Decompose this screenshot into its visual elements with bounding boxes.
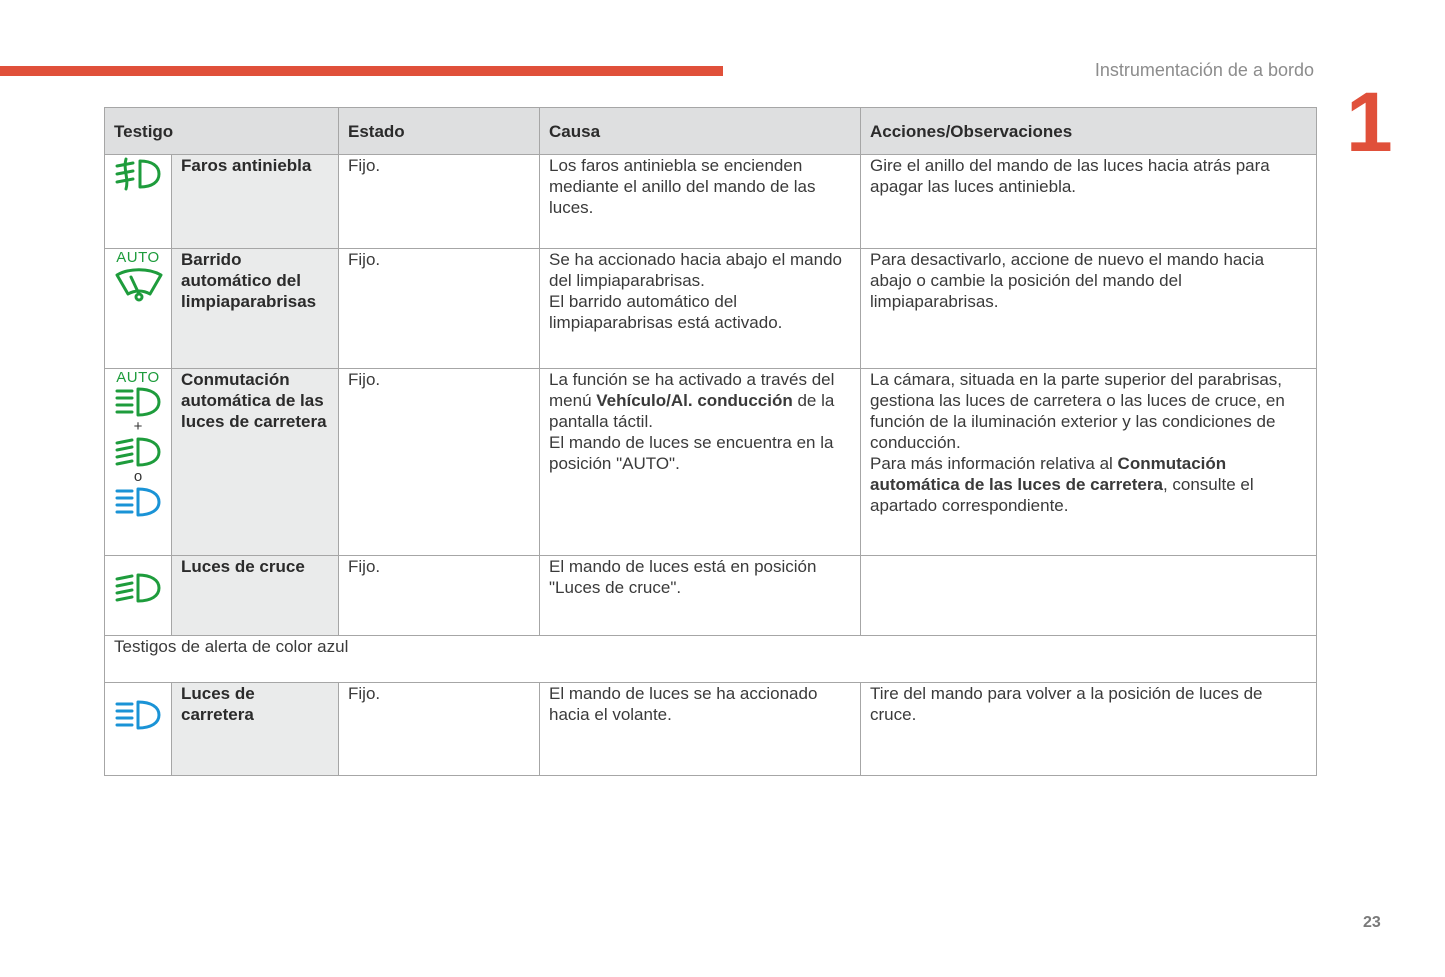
table-row (105, 155, 1317, 249)
causa-text: de la pantalla táctil. (549, 391, 835, 431)
causa-cell: El mando de luces está en posición "Luces de cruce". (540, 556, 861, 636)
acciones-cell: Gire el anillo del mando de las luces hacia atrás para apagar las luces antiniebla. (861, 155, 1317, 249)
high-beam-icon (114, 486, 164, 518)
icon-cell (105, 369, 172, 556)
estado-cell: Fijo. (339, 155, 540, 249)
low-beam-icon (114, 436, 164, 468)
warning-lights-table (104, 107, 1317, 776)
acciones-text: , consulte el apartado correspondiente. (870, 475, 1254, 515)
light-name: Barrido automático del limpiaparabrisas (172, 249, 339, 369)
acciones-line: La cámara, situada en la parte superior del parabrisas, gestiona las luces de carretera o las luces de cruce, en función de la iluminación exterior y las condiciones de conducción. (870, 370, 1285, 452)
table-row (105, 249, 1317, 369)
icon-cell (105, 556, 172, 636)
estado-cell: Fijo. (339, 369, 540, 556)
high-beam-icon (114, 386, 164, 418)
causa-cell: Los faros antiniebla se encienden mediante el anillo del mando de las luces. (540, 155, 861, 249)
causa-line: El barrido automático del limpiaparabrisas está activado. (549, 292, 783, 332)
acciones-cell: Para desactivarlo, accione de nuevo el mando hacia abajo o cambie la posición del mando del limpiaparabrisas. (861, 249, 1317, 369)
cross-reference: Conmutación automática de las luces de carretera (870, 454, 1227, 494)
header-testigo: Testigo (105, 108, 339, 155)
estado-cell: Fijo. (339, 683, 540, 776)
acciones-cell (861, 556, 1317, 636)
icon-cell (105, 249, 172, 369)
table-header-row (105, 108, 1317, 155)
light-name: Faros antiniebla (172, 155, 339, 249)
table-row (105, 556, 1317, 636)
light-name: Luces de cruce (172, 556, 339, 636)
chapter-number: 1 (1346, 75, 1393, 169)
causa-line: El mando de luces se encuentra en la posición "AUTO". (549, 433, 834, 473)
fog-light-icon (114, 155, 164, 193)
estado-cell: Fijo. (339, 249, 540, 369)
low-beam-icon (114, 572, 164, 604)
light-name: Luces de carretera (172, 683, 339, 776)
causa-line (549, 369, 851, 432)
causa-cell (540, 249, 861, 369)
acciones-cell (861, 369, 1317, 556)
auto-wiper-icon (114, 266, 164, 304)
causa-line: Se ha accionado hacia abajo el mando del limpiaparabrisas. (549, 250, 842, 290)
section-title: Instrumentación de a bordo (1094, 60, 1314, 80)
causa-cell: El mando de luces se ha accionado hacia el volante. (540, 683, 861, 776)
menu-path: Vehículo/Al. conducción (596, 391, 793, 410)
icon-cell (105, 155, 172, 249)
causa-text: La función se ha activado a través del menú (549, 370, 835, 410)
high-beam-icon (114, 699, 164, 731)
auto-label: AUTO (116, 369, 160, 386)
page-number: 23 (1363, 914, 1381, 931)
auto-label: AUTO (116, 249, 160, 266)
top-accent-bar (0, 66, 723, 76)
estado-cell: Fijo. (339, 556, 540, 636)
header-causa: Causa (540, 108, 861, 155)
or-separator: o (133, 468, 143, 485)
section-row (105, 636, 1317, 683)
table-row (105, 369, 1317, 556)
table-row (105, 683, 1317, 776)
plus-sign: + (133, 418, 143, 435)
header-acciones: Acciones/Observaciones (861, 108, 1317, 155)
causa-cell (540, 369, 861, 556)
light-name: Conmutación automática de las luces de carretera (172, 369, 339, 556)
icon-cell (105, 683, 172, 776)
acciones-text: Para más información relativa al (870, 454, 1118, 473)
acciones-cell: Tire del mando para volver a la posición de luces de cruce. (861, 683, 1317, 776)
header-estado: Estado (339, 108, 540, 155)
blue-section-label: Testigos de alerta de color azul (105, 636, 1317, 683)
acciones-line (870, 453, 1307, 516)
